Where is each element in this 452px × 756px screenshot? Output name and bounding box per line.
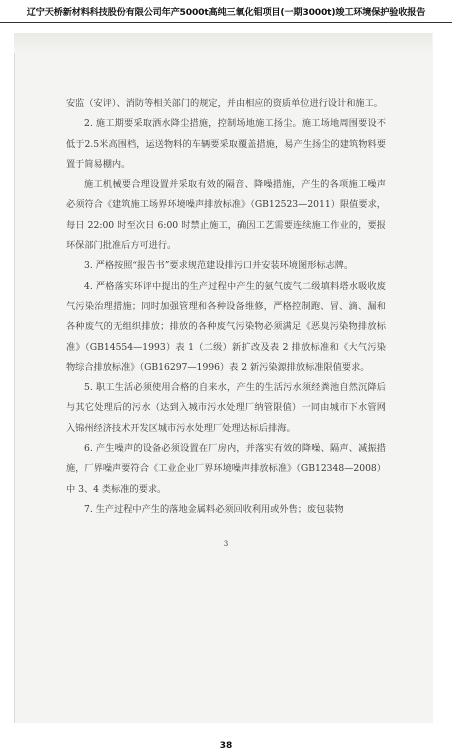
paragraph-2: 2. 施工期要采取洒水降尘措施，控制场地施工扬尘。施工场地周围要设不低于2.5米高围档，运送物料的车辆要采取覆盖措施，易产生扬尘的建筑物料要置于简易棚内。	[66, 118, 386, 170]
paragraph-3: 施工机械要合理设置并采取有效的隔音、降噪措施，产生的各项施工噪声必须符合《建筑施工场界环境噪声排放标准》（GB12523—2011）限值要求，每日 22:00 时至次日 6:00 时禁止施工，确因工艺需要连续施工作业的，要报环保部门批准后方可进行。	[66, 179, 386, 252]
inner-page-number: 3	[223, 540, 229, 548]
paragraph-8: 7. 生产过程中产生的落地金属料必须回收利用或外售；废包装物	[84, 503, 344, 515]
paragraph-4: 3. 严格按照“报告书”要求规范建设排污口并安装环境图形标志牌。	[84, 260, 354, 272]
paragraph-7: 6. 产生噪声的设备必须设置在厂房内，并落实有效的降噪、隔声、减振措施，厂界噪声要符合《工业企业厂界环境噪声排放标准》（GB12348—2008）中 3、4 类标准的要求。	[66, 443, 386, 495]
paragraph-5: 4. 严格落实环评中提出的生产过程中产生的氨气废气二级填料塔水吸收废气污染治理措施；同时加强管理和各种设备维修，严格控制跑、冒、滴、漏和各种废气的无组织排放；排放的各种废气污染物必须满足《恶臭污染物排放标准》（GB14554—1993）表 1（二级）新扩改及表 2 排放标准和《大气污染物综合排放标准》（GB16297—1996）表 2 新污染源排放标准限值要求。	[66, 280, 386, 373]
paragraph-6: 5. 职工生活必须使用合格的自来水，产生的生活污水须经粪池自然沉降后与其它处理后的污水（达到入城市污水处理厂纳管限值）一同由城市下水管网入锦州经济技术开发区城市污水处理厂处理达标后排海。	[66, 382, 386, 434]
report-header-title: 辽宁天桥新材料科技股份有限公司年产5000t高纯三氧化钼项目(一期3000t)竣工环境保护验收报告	[26, 7, 426, 18]
document-body	[66, 94, 386, 520]
footer-page-number: 38	[219, 741, 233, 751]
report-header	[0, 0, 452, 23]
paragraph-1: 安监（安评）、消防等相关部门的规定，并由相应的资质单位进行设计和施工。	[66, 98, 383, 109]
scan-shadow	[14, 33, 432, 53]
